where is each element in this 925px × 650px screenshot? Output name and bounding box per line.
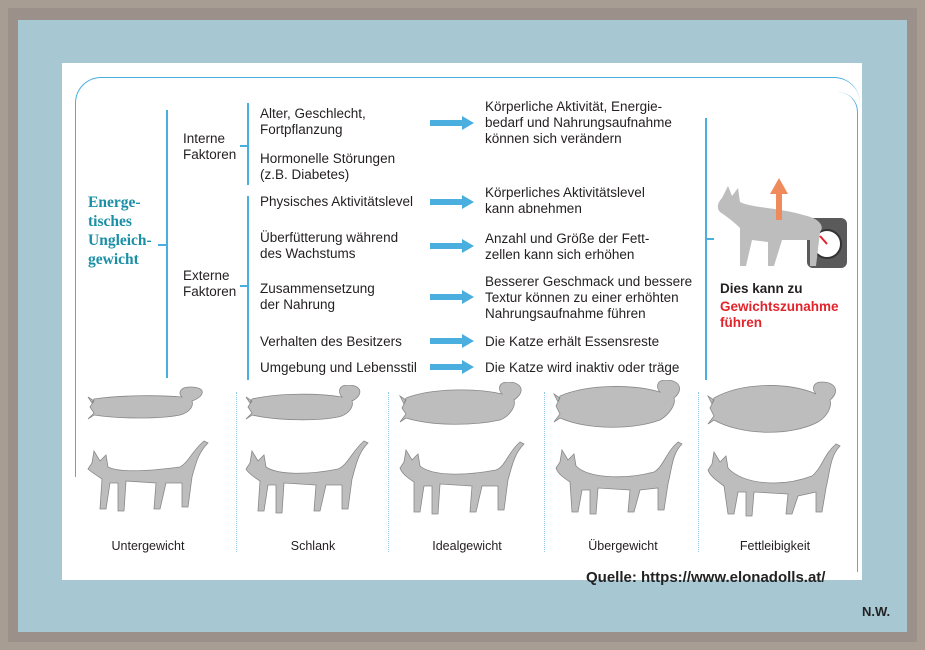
- external-factors-label: Externe Faktoren: [183, 268, 237, 299]
- label-underweight: Untergewicht: [111, 539, 185, 553]
- cause-hormonal: Hormonelle Störungen (z.B. Diabetes): [260, 151, 396, 182]
- effect-environment: Die Katze wird inaktiv oder träge: [485, 360, 680, 375]
- separator: [236, 392, 237, 552]
- external-brace: [247, 196, 249, 380]
- cat-underweight-illustration: [80, 385, 230, 530]
- internal-brace-tip: [240, 145, 248, 147]
- source-credit: Quelle: https://www.elonadolls.at/: [586, 569, 826, 586]
- label-slim: Schlank: [290, 539, 336, 553]
- cause-age-sex: Alter, Geschlecht, Fortpflanzung: [260, 106, 366, 137]
- label-overweight: Übergewicht: [588, 539, 658, 553]
- effect-owner-behavior: Die Katze erhält Essensreste: [485, 334, 660, 349]
- result-weight-gain: Gewichtszunahme führen: [720, 299, 839, 330]
- effect-food-composition: Besserer Geschmack und bessere Textur können zu einer erhöhten Nahrungsaufnahme führen: [485, 274, 693, 321]
- cause-environment: Umgebung und Lebensstil: [260, 360, 417, 375]
- arrow-right-icon: [430, 290, 474, 304]
- cause-activity: Physisches Aktivitätslevel: [260, 194, 414, 209]
- result-brace: [705, 118, 707, 380]
- effect-internal: Körperliche Aktivität, Energie- bedarf und Nahrungsaufnahme können sich verändern: [485, 99, 672, 146]
- cause-overfeeding: Überfütterung während des Wachstums: [260, 230, 399, 261]
- internal-brace: [247, 103, 249, 185]
- label-ideal-weight: Idealgewicht: [432, 539, 502, 553]
- label-obesity: Fettleibigkeit: [739, 539, 811, 553]
- signature: N.W.: [862, 604, 891, 619]
- effect-overfeeding: Anzahl und Größe der Fett- zellen kann sich erhöhen: [485, 231, 650, 262]
- cat-ideal-weight-illustration: [392, 382, 542, 527]
- cat-obese-illustration: [702, 380, 852, 525]
- effect-activity: Körperliches Aktivitätslevel kann abnehmen: [485, 185, 645, 216]
- external-brace-tip: [240, 285, 248, 287]
- energy-imbalance-label: Energe- tisches Ungleich- gewicht: [88, 194, 152, 268]
- internal-factors-label: Interne Faktoren: [183, 131, 237, 162]
- arrow-right-icon: [430, 360, 474, 374]
- result-intro: Dies kann zu: [720, 281, 803, 296]
- main-brace-tip: [158, 244, 167, 246]
- arrow-right-icon: [430, 195, 474, 209]
- separator: [388, 392, 389, 552]
- cause-food-composition: Zusammensetzung der Nahrung: [260, 281, 375, 312]
- arrow-right-icon: [430, 239, 474, 253]
- arrow-right-icon: [430, 334, 474, 348]
- separator: [698, 392, 699, 552]
- arrow-right-icon: [430, 116, 474, 130]
- cat-on-scale-illustration: [712, 168, 852, 278]
- separator: [544, 392, 545, 552]
- cat-slim-illustration: [238, 385, 388, 530]
- cause-owner-behavior: Verhalten des Besitzers: [260, 334, 402, 349]
- cat-overweight-illustration: [548, 380, 698, 525]
